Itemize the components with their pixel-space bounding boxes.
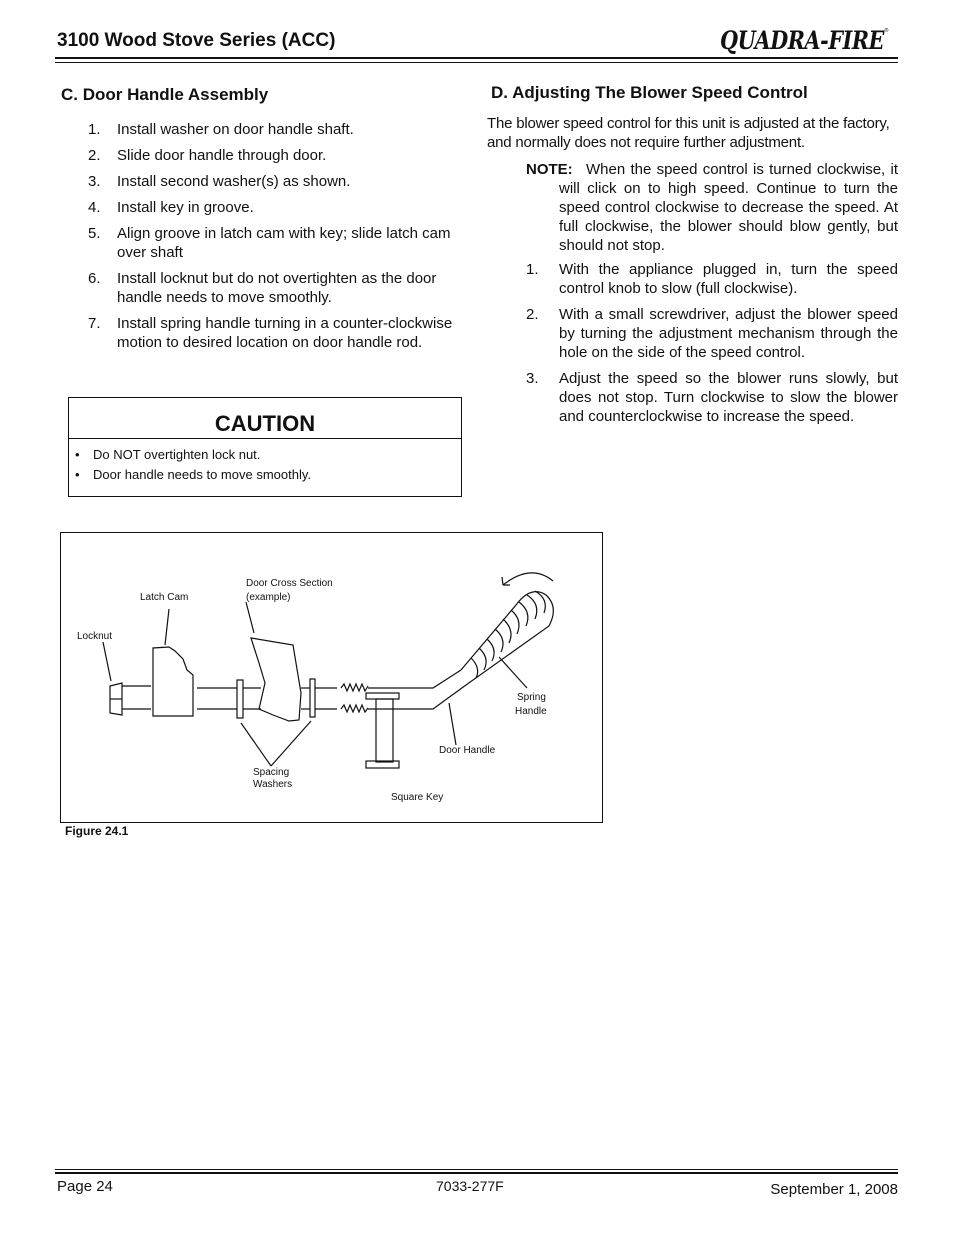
list-item: 2. With a small screwdriver, adjust the blower speed by turning the adjustment mechanism through the hole on the side of the speed control. <box>526 306 898 361</box>
door-cross-section-label: Door Cross Section <box>246 578 333 589</box>
locknut-label: Locknut <box>77 631 113 642</box>
section-c-heading: C. Door Handle Assembly <box>61 85 269 104</box>
latch-cam-shape <box>153 647 193 716</box>
list-item: 1. With the appliance plugged in, turn the speed control knob to slow (full clockwise). <box>526 261 898 297</box>
document-title: 3100 Wood Stove Series (ACC) <box>57 30 336 51</box>
svg-text:QUADRA-FIRE: QUADRA-FIRE <box>720 26 886 55</box>
page-number: Page 24 <box>57 1178 113 1195</box>
list-item: 3. Adjust the speed so the blower runs slowly, but does not stop. Turn clockwise to slow the blower and counterclockwise to increase the speed. <box>526 370 898 425</box>
door-handle-rod <box>368 670 466 709</box>
figure-caption: Figure 24.1 <box>65 824 129 838</box>
note-label: NOTE: <box>526 161 573 178</box>
header-rule <box>55 57 898 59</box>
blower-steps <box>526 260 898 433</box>
header-rule-thin <box>55 62 898 63</box>
latch-cam-label: Latch Cam <box>140 592 189 603</box>
rotation-arrow <box>503 573 553 585</box>
svg-text:®: ® <box>884 28 889 34</box>
caution-title: CAUTION <box>69 398 461 439</box>
list-item: • Door handle needs to move smoothly. <box>75 467 311 482</box>
footer-rule <box>55 1172 898 1174</box>
list-item: 3. Install second washer(s) as shown. <box>88 173 351 190</box>
caution-box <box>68 397 462 497</box>
figure-24-1 <box>60 532 603 823</box>
list-item: 2. Slide door handle through door. <box>88 147 327 164</box>
document-number: 7033-277F <box>436 1178 504 1194</box>
door-cross-section-sublabel: (example) <box>246 592 291 603</box>
spring-label: Spring <box>517 692 546 703</box>
list-item: 7. Install spring handle turning in a counter-clockwise motion to desired location on door handle rod. <box>88 315 453 351</box>
threaded-shaft <box>341 684 368 712</box>
list-item: 4. Install key in groove. <box>88 199 254 216</box>
washer-shape <box>237 680 243 718</box>
footer-rule-thin <box>55 1169 898 1170</box>
document-date: September 1, 2008 <box>770 1181 898 1198</box>
caution-list <box>69 445 461 485</box>
list-item: 6. Install locknut but do not overtighten as the door handle needs to move smoothly. <box>88 270 437 306</box>
spring-handle-label: Handle <box>515 706 547 717</box>
list-item: • Do NOT overtighten lock nut. <box>75 447 261 462</box>
spacing-label: Spacing <box>253 767 290 778</box>
spring-coils <box>461 591 553 685</box>
washer-shape <box>310 679 315 717</box>
list-item: 5. Align groove in latch cam with key; slide latch cam over shaft <box>88 225 451 261</box>
washers-label: Washers <box>253 779 293 790</box>
square-key-label: Square Key <box>391 792 444 803</box>
quadra-fire-logo <box>718 25 890 55</box>
section-d-heading: D. Adjusting The Blower Speed Control <box>491 83 808 102</box>
list-item: 1. Install washer on door handle shaft. <box>88 121 354 138</box>
note-block <box>526 160 898 255</box>
square-key-shape <box>366 693 399 699</box>
door-handle-steps <box>88 120 468 359</box>
door-handle-label: Door Handle <box>439 745 496 756</box>
note-text: When the speed control is turned clockwise, it will click on to high speed. Continue to turn the speed control clockwise to decrease the speed. At full clockwise, the blower should blow gently, but should not stop. <box>559 161 898 254</box>
blower-intro-paragraph: The blower speed control for this unit is adjusted at the factory, and normally does not require further adjustment. <box>487 115 890 151</box>
